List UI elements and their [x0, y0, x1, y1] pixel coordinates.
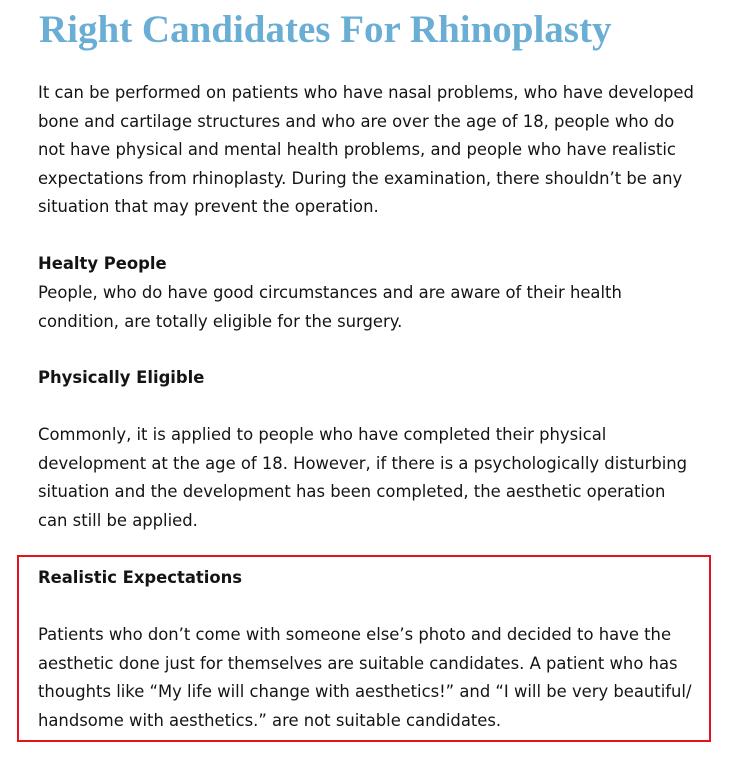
- section-body-realistic-expectations: Patients who don’t come with someone else’s photo and decided to have the aesthetic done just for themselves are suitable candidates. A patient who has thoughts like “My life will change with aesthetics!” and “I will be very beautiful/ handsome with aesthetics.” are not suitable candidates.: [38, 625, 692, 730]
- section-heading-realistic-expectations: Realistic Expectations: [38, 568, 243, 587]
- page-title: Right Candidates For Rhinoplasty: [39, 8, 612, 51]
- section-heading-physically-eligible: Physically Eligible: [38, 368, 205, 387]
- section-body-healthy-people: People, who do have good circumstances and are aware of their health condition, are totally eligible for the surgery.: [38, 283, 622, 331]
- intro-paragraph: It can be performed on patients who have nasal problems, who have developed bone and cartilage structures and who are over the age of 18, people who do not have physical and mental health problems, and people who have realistic expectations from rhinoplasty. During the examination, there shouldn’t be any situation that may prevent the operation.: [38, 83, 694, 217]
- section-heading-healthy-people: Healty People: [38, 254, 167, 273]
- section-body-physically-eligible: Commonly, it is applied to people who have completed their physical development at the age of 18. However, if there is a psychologically disturbing situation and the development has been completed, the aesthetic operation can still be applied.: [38, 425, 688, 530]
